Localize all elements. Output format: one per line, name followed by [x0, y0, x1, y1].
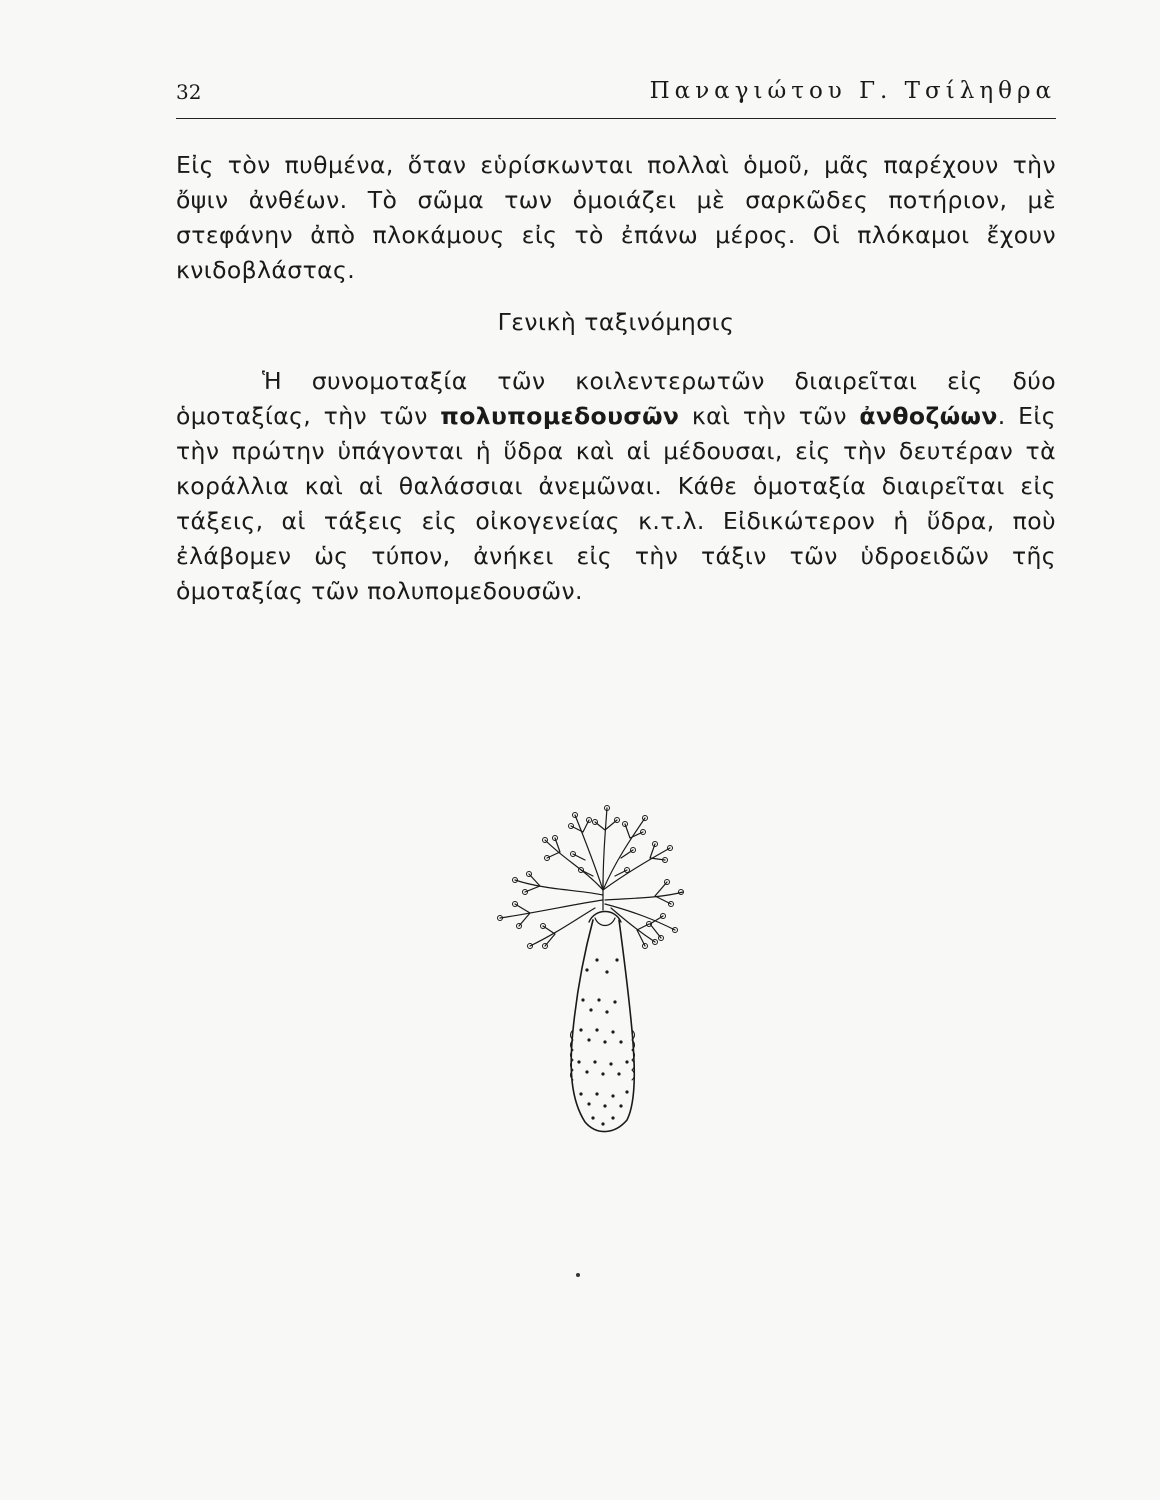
stray-mark — [576, 1273, 580, 1277]
header-rule — [176, 118, 1056, 119]
running-head: Παναγιώτου Γ. Τσίληθρα — [649, 78, 1056, 104]
section-heading: Γενικὴ ταξινόμησις — [497, 308, 735, 336]
paragraph-text: καὶ τὴν τῶν — [679, 402, 860, 430]
paragraph-text: Ἡ συνομοταξία τῶν κοιλεντερωτῶν διαιρεῖται εἰς δύο ὁμοταξίας, τὴν τῶν — [176, 367, 1056, 430]
paragraph-intro: Εἰς τὸν πυθμένα, ὅταν εὑρίσκωνται πολλαὶ ὁμοῦ, μᾶς παρέχουν τὴν ὄψιν ἀνθέων. Τὸ σῶμα των ὁμοιάζει μὲ σαρκῶδες ποτήριον, μὲ στεφάνην ἀπὸ πλοκάμους εἰς τὸ ἐπάνω μέρος. Οἱ πλόκαμοι ἔχουν κνιδοβλάστας. — [176, 151, 1056, 284]
page-header — [176, 76, 1056, 112]
paragraph-classification — [176, 364, 1056, 609]
page-number: 32 — [176, 80, 202, 104]
hydroid-polyp-illustration-icon — [485, 800, 685, 1145]
bold-term-anthozoa: ἀνθοζώων — [859, 402, 998, 430]
paragraph-text: . Εἰς τὴν πρώτην ὑπάγονται ἡ ὕδρα καὶ αἱ μέδουσαι, εἰς τὴν δευτέραν τὰ κοράλλια καὶ αἱ θαλάσσιαι ἀνεμῶναι. Κάθε ὁμοταξία διαιρεῖται εἰς τάξεις, αἱ τάξεις εἰς οἰκογενείας κ.τ.λ. Εἰδικώτερον ἡ ὕδρα, ποὺ ἐλάβομεν ὡς τύπον, ἀνήκει εἰς τὴν τάξιν τῶν ὑδροειδῶν τῆς ὁμοταξίας τῶν πολυπομεδουσῶν. — [176, 402, 1056, 605]
bold-term-polypomedusae: πολυπομεδουσῶν — [440, 402, 680, 430]
